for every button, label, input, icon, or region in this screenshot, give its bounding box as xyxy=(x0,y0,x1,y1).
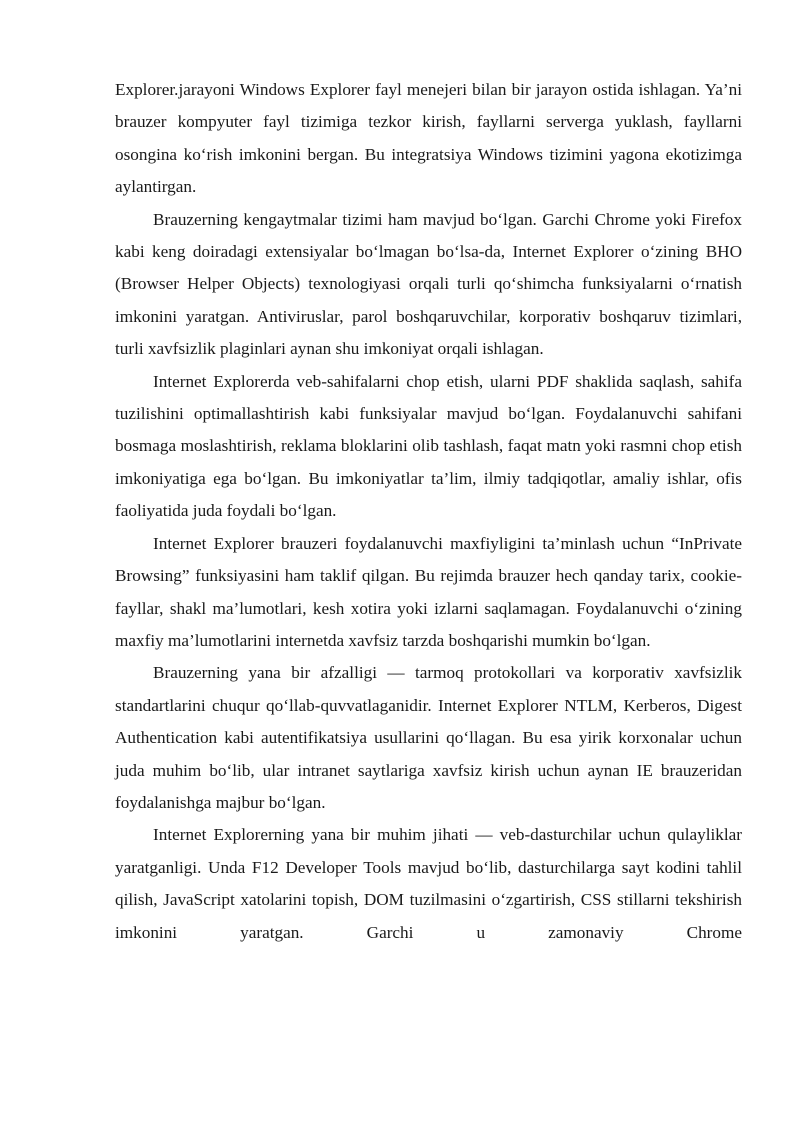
paragraph-printing: Internet Explorerda veb-sahifalarni chop etish, ularni PDF shaklida saqlash, sahifa tuzilishini optimallashtirish kabi funksiyalar mavjud bo‘lgan. Foydalanuvchi sahifani bosmaga moslashtirish, reklama bloklarini olib tashlash, faqat matn yoki rasmni chop etish imkoniyatiga ega bo‘lgan. Bu imkoniyatlar ta’lim, ilmiy tadqiqotlar, amaliy ishlar, ofis faoliyatida juda foydali bo‘lgan. xyxy=(115,371,742,521)
paragraph-extensions: Brauzerning kengaytmalar tizimi ham mavjud bo‘lgan. Garchi Chrome yoki Firefox kabi keng doiradagi extensiyalar bo‘lmagan bo‘lsa-da, Internet Explorer o‘zining BHO (Browser Helper Objects) texnologiyasi orqali turli qo‘shimcha funksiyalarni o‘rnatish imkonini yaratgan. Antiviruslar, parol boshqaruvchilar, korporativ boshqaruv tizimlari, turli xavfsizlik plaginlari aynan shu imkoniyat orqali ishlagan. xyxy=(115,209,742,359)
paragraph-inprivate: Internet Explorer brauzeri foydalanuvchi maxfiyligini ta’minlash uchun “InPrivate Browsing” funksiyasini ham taklif qilgan. Bu rejimda brauzer hech qanday tarix, cookie-fayllar, shakl ma’lumotlari, kesh xotira yoki izlarni saqlamagan. Foydalanuvchi o‘zining maxfiy ma’lumotlarini internetda xavfsiz tarzda boshqarishi mumkin bo‘lgan. xyxy=(115,533,742,650)
document-page xyxy=(115,74,742,949)
paragraph-explorer-integration: Explorer.jarayoni Windows Explorer fayl menejeri bilan bir jarayon ostida ishlagan. Ya’ni brauzer kompyuter fayl tizimiga tezkor kirish, fayllarni serverga yuklash, fayllarni osongina ko‘rish imkonini bergan. Bu integratsiya Windows tizimini yagona ekotizimga aylantirgan. xyxy=(115,80,742,197)
paragraph-developer-tools: Internet Explorerning yana bir muhim jihati — veb-dasturchilar uchun qulayliklar yaratganligi. Unda F12 Developer Tools mavjud bo‘lib, dasturchilarga sayt kodini tahlil qilish, JavaScript xatolarini topish, DOM tuzilmasini o‘zgartirish, CSS stillarni tekshirish imkonini yaratgan. Garchi u zamonaviy Chrome xyxy=(115,825,742,942)
paragraph-authentication: Brauzerning yana bir afzalligi — tarmoq protokollari va korporativ xavfsizlik standartlarini chuqur qo‘llab-quvvatlaganidir. Internet Explorer NTLM, Kerberos, Digest Authentication kabi autentifikatsiya usullarini qo‘llagan. Bu esa yirik korxonalar uchun juda muhim bo‘lib, ular intranet saytlariga xavfsiz kirish uchun aynan IE brauzeridan foydalanishga majbur bo‘lgan. xyxy=(115,663,742,812)
